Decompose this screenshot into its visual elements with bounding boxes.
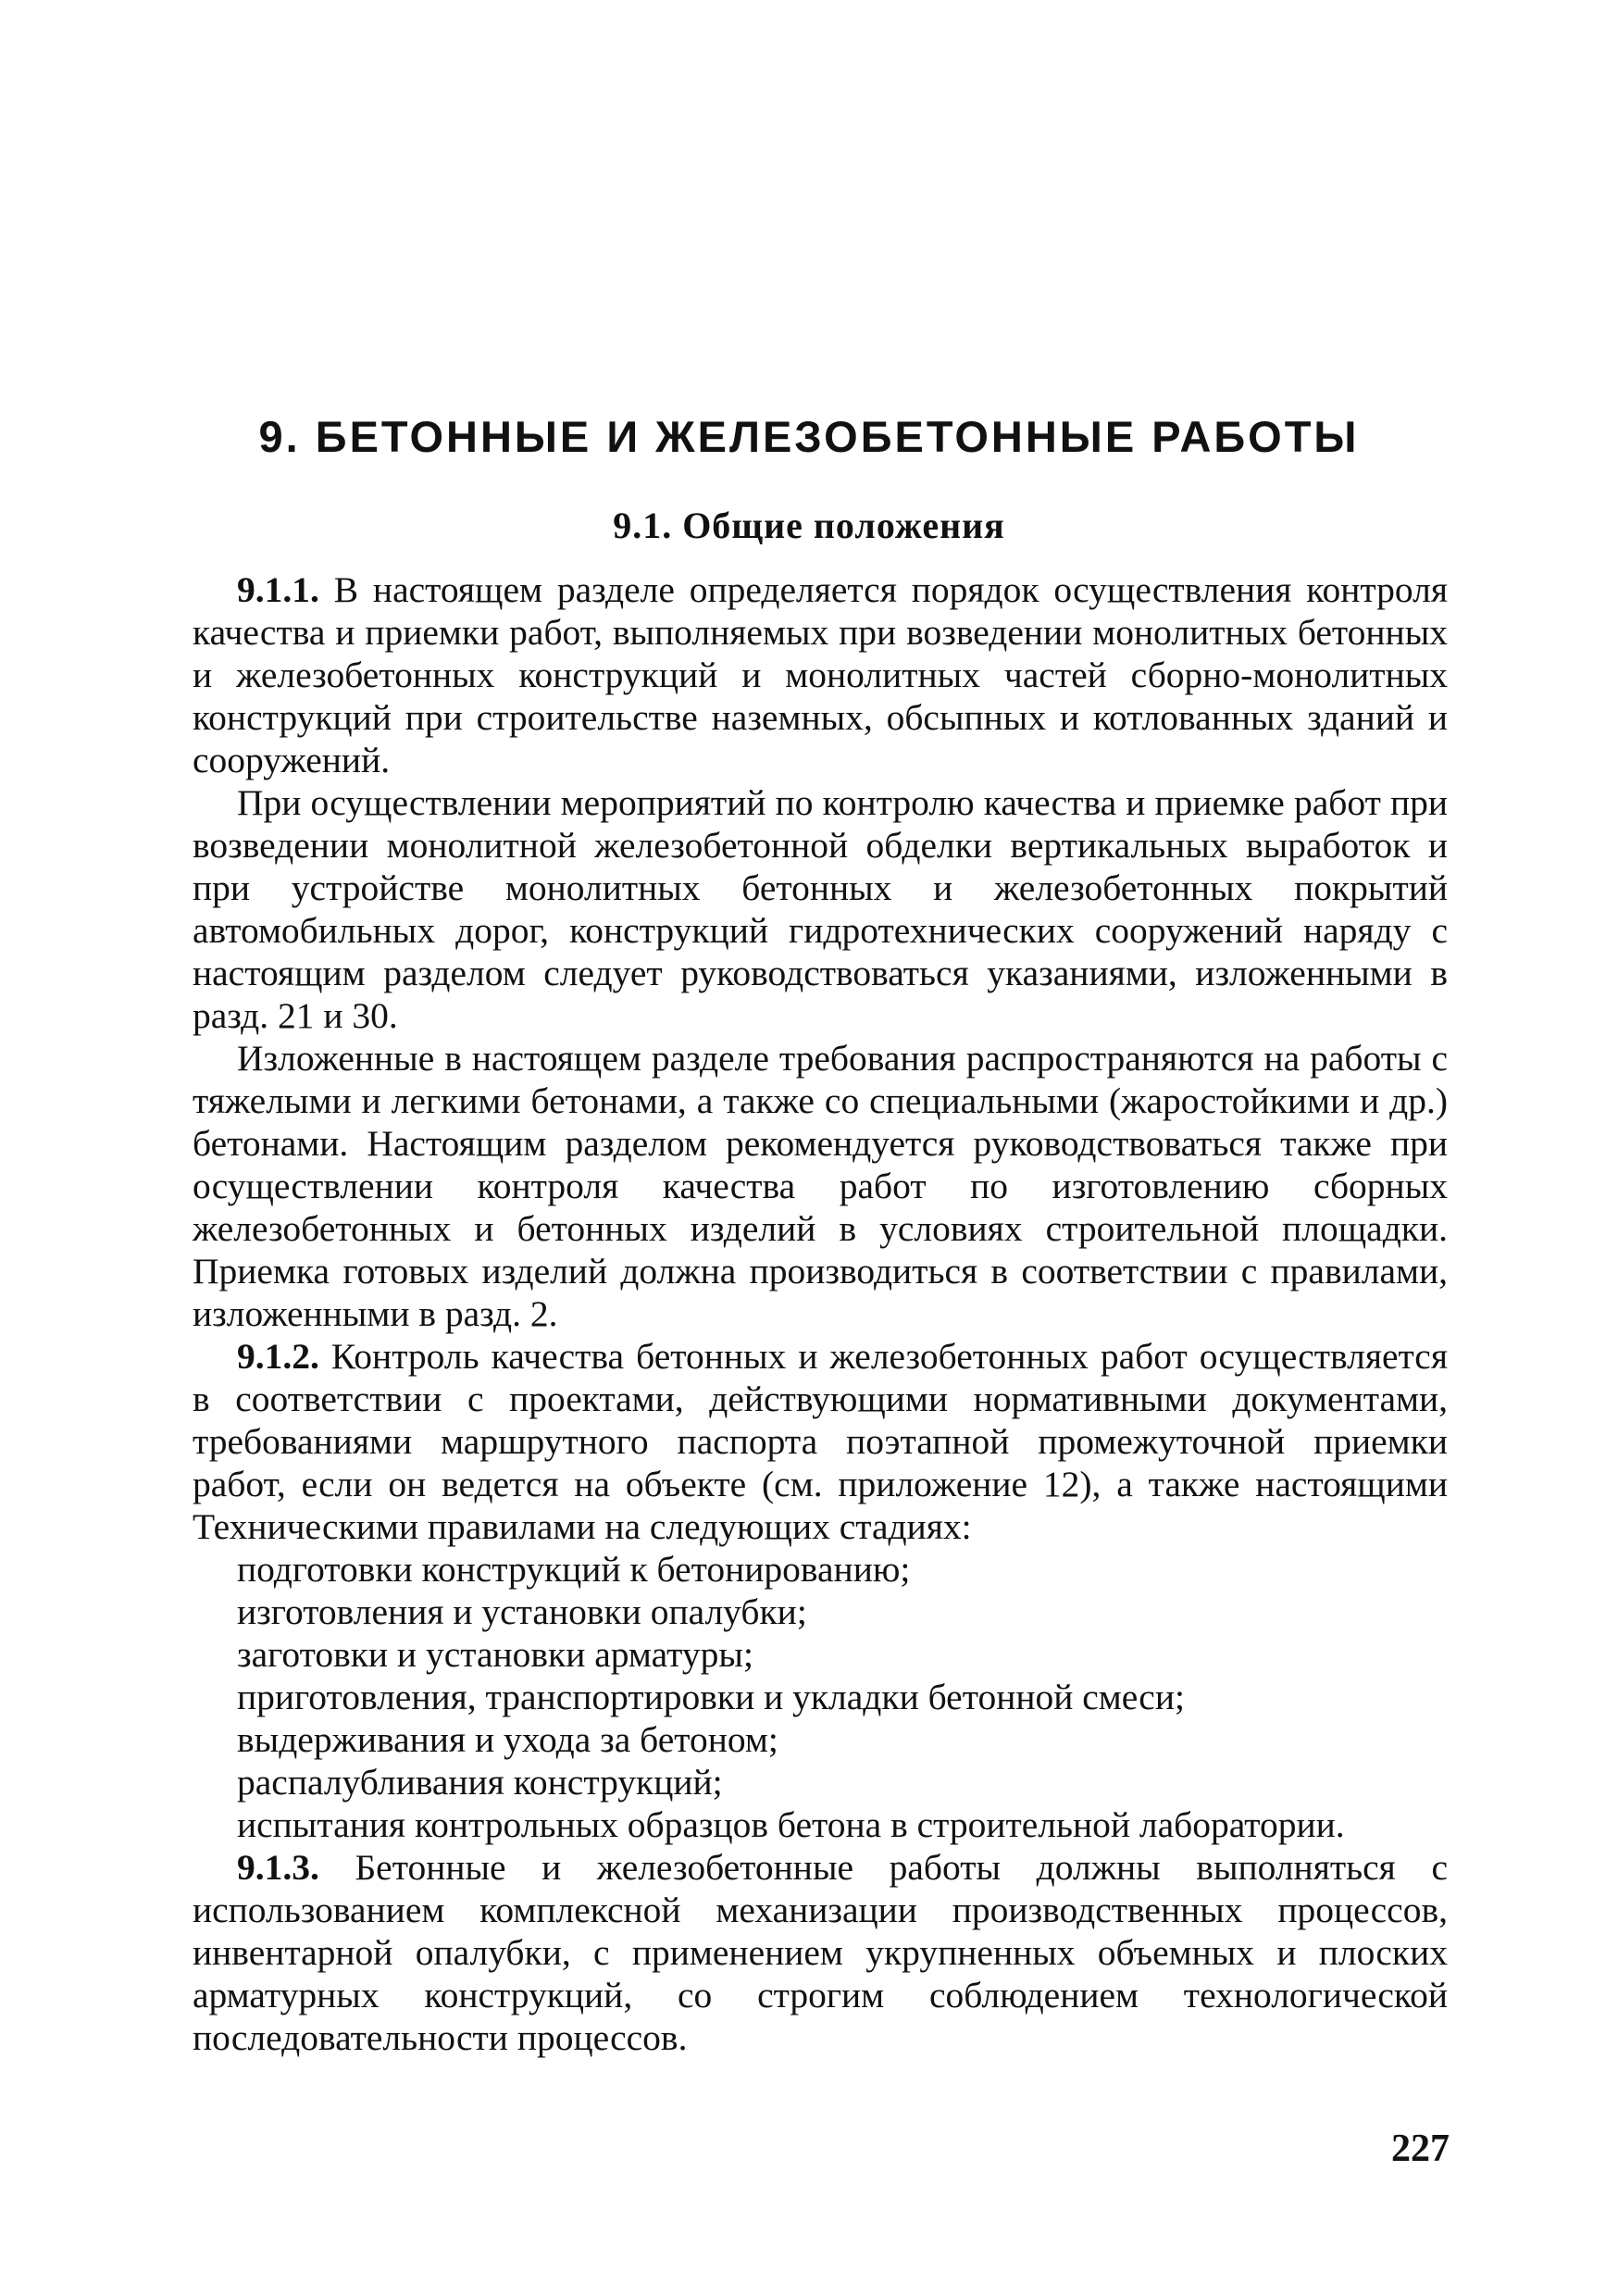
paragraph-text: Бетонные и железобетонные работы должны выполняться с использованием комплексной механизации производственных процессов, инвентарной опалубки, с применением укрупненных объемных и плоских арматурных конструкций, со строгим соблюдением технологической последовательности процессов. <box>193 1847 1448 2058</box>
paragraph-text: В настоящем разделе определяется порядок осуществления контроля качества и приемки работ, выполняемых при возведении монолитных бетонных и железобетонных конструкций и монолитных частей сборно-монолитных конструкций при строительстве наземных, обсыпных и котлованных зданий и сооружений. <box>193 569 1448 780</box>
clause-number: 9.1.2. <box>237 1336 319 1377</box>
list-item: заготовки и установки арматуры; <box>237 1634 753 1675</box>
chapter-title: 9. БЕТОННЫЕ И ЖЕЛЕЗОБЕТОННЫЕ РАБОТЫ <box>258 412 1360 461</box>
body-text <box>193 568 1448 2059</box>
clause-number: 9.1.1. <box>237 569 319 610</box>
clause-number: 9.1.3. <box>237 1847 319 1888</box>
paragraph-9-1-3 <box>193 1846 1448 2059</box>
paragraph: Изложенные в настоящем разделе требования распространяются на работы с тяжелыми и легкими бетонами, а также со специальными (жаростойкими и др.) бетонами. Настоящим разделом рекомендуется руководствоваться также при осуществлении контроля качества работ по изготовлению сборных железобетонных и бетонных изделий в условиях строительной площадки. Приемка готовых изделий должна производиться в соответствии с правилами, изложенными в разд. 2. <box>193 1038 1448 1334</box>
list-item: испытания контрольных образцов бетона в строительной лаборатории. <box>237 1804 1345 1845</box>
list-item: распалубливания конструкций; <box>237 1762 723 1803</box>
section-title: 9.1. Общие положения <box>613 505 1005 546</box>
list-item: приготовления, транспортировки и укладки бетонной смеси; <box>237 1677 1185 1717</box>
page-number: 227 <box>1391 2128 1450 2170</box>
list-item: выдерживания и ухода за бетоном; <box>237 1719 778 1760</box>
stages-list <box>193 1548 1448 1846</box>
paragraph-9-1-1 <box>193 568 1448 781</box>
paragraph: При осуществлении мероприятий по контролю качества и приемке работ при возведении монолитной железобетонной обделки вертикальных выработок и при устройстве монолитных бетонных и железобетонных покрытий автомобильных дорог, конструкций гидротехнических сооружений наряду с настоящим разделом следует руководствоваться указаниями, изложенными в разд. 21 и 30. <box>193 782 1448 1036</box>
list-item: подготовки конструкций к бетонированию; <box>237 1549 911 1590</box>
paragraph-text: Контроль качества бетонных и железобетонных работ осуществляется в соответствии с проектами, действующими нормативными документами, требованиями маршрутного паспорта поэтапной промежуточной приемки работ, если он ведется на объекте (см. приложение 12), а также настоящими Техническими правилами на следующих стадиях: <box>193 1336 1448 1547</box>
paragraph-9-1-2 <box>193 1335 1448 1548</box>
list-item: изготовления и установки опалубки; <box>237 1591 807 1632</box>
